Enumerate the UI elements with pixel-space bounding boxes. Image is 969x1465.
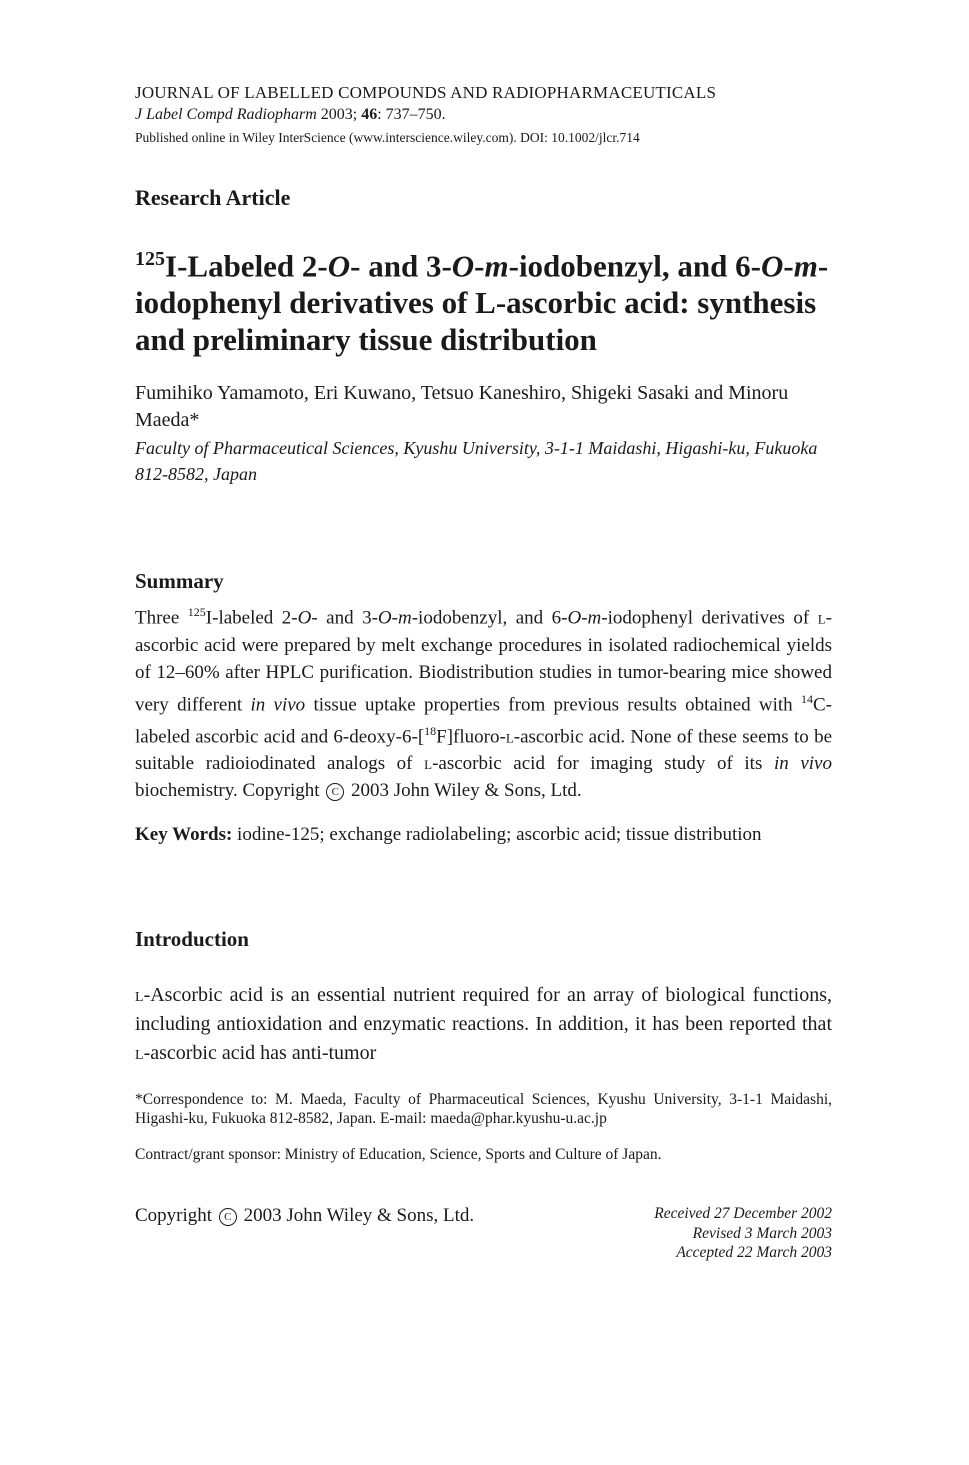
copyright-symbol-icon: C	[326, 783, 344, 801]
title-italic: O	[451, 248, 475, 284]
summary-text: 2003 John Wiley & Sons, Ltd.	[346, 780, 582, 802]
keywords-label: Key Words:	[135, 824, 233, 846]
summary-heading: Summary	[135, 569, 224, 594]
title-part: -	[783, 248, 794, 284]
journal-citation	[135, 104, 832, 126]
copyright-text: Copyright	[135, 1205, 217, 1227]
article-type: Research Article	[135, 185, 291, 210]
summary-paragraph	[135, 599, 832, 804]
introduction-heading: Introduction	[135, 927, 249, 952]
received-date: Received 27 December 2002	[654, 1205, 832, 1223]
title-italic: O	[760, 248, 784, 284]
affiliation: Faculty of Pharmaceutical Sciences, Kyushu University, 3-1-1 Maidashi, Higashi-ku, Fukuoka 812-8582, Japan	[135, 438, 818, 485]
summary-italic: in vivo	[773, 753, 832, 775]
article-dates	[654, 1204, 832, 1263]
journal-name: JOURNAL OF LABELLED COMPOUNDS AND RADIOPHARMACEUTICALS	[135, 83, 717, 102]
summary-text: -	[581, 607, 588, 629]
summary-sup: 125	[187, 605, 206, 620]
summary-italic: m	[587, 607, 602, 629]
grant-footnote: Contract/grant sponsor: Ministry of Education, Science, Sports and Culture of Japan.	[135, 1146, 662, 1164]
summary-text: -ascorbic acid. None of these seems to be suitable radioiodinated analogs of	[135, 726, 833, 775]
citation-journal: J Label Compd Radiopharm	[135, 106, 317, 123]
summary-smallcaps: l	[817, 607, 826, 629]
copyright-text: 2003 John Wiley & Sons, Ltd.	[238, 1205, 475, 1227]
title-sup: 125	[135, 248, 165, 270]
intro-text: -ascorbic acid has anti-tumor	[143, 1042, 377, 1065]
accepted-date: Accepted 22 March 2003	[676, 1244, 832, 1262]
author-list: Fumihiko Yamamoto, Eri Kuwano, Tetsuo Kaneshiro, Shigeki Sasaki and Minoru Maeda*	[135, 382, 789, 432]
intro-text: -Ascorbic acid is an essential nutrient required for an array of biological functions, including antioxidation and enzymatic reactions. In addition, it has been reported that	[135, 984, 832, 1036]
summary-text: C-labeled ascorbic acid and 6-deoxy-6-[	[135, 693, 832, 748]
summary-text: -	[391, 607, 398, 629]
summary-text: - and 3-	[311, 607, 378, 629]
published-online-note: Published online in Wiley InterScience (www.interscience.wiley.com). DOI: 10.1002/jlcr.714	[135, 130, 640, 145]
revised-date: Revised 3 March 2003	[692, 1224, 832, 1242]
title-italic: m	[793, 248, 818, 284]
summary-italic: m	[397, 607, 412, 629]
title-part: -iodophenyl derivatives of L-ascorbic acid: synthesis and preliminary tissue distribution	[135, 248, 829, 358]
summary-sup: 18	[424, 723, 437, 738]
summary-text: Three	[135, 607, 188, 629]
correspondence-footnote: *Correspondence to: M. Maeda, Faculty of Pharmaceutical Sciences, Kyushu University, 3-1-1 Maidashi, Higashi-ku, Fukuoka 812-8582, Japan. E-mail: maeda@phar.kyushu-u.ac.jp	[135, 1091, 832, 1128]
summary-italic: O	[297, 607, 312, 629]
keywords-text: iodine-125; exchange radiolabeling; ascorbic acid; tissue distribution	[232, 824, 762, 846]
title-part: -iodobenzyl, and 6-	[508, 248, 761, 284]
article-title	[135, 241, 832, 358]
summary-text: -ascorbic acid were prepared by melt exchange procedures in isolated radiochemical yields of 12–60% after HPLC purification. Biodistribution studies in tumor-bearing mice showed very different	[135, 607, 832, 715]
summary-italic: in vivo	[250, 693, 306, 715]
keywords	[135, 821, 832, 848]
citation-volume: 46	[361, 106, 378, 123]
page-footer	[135, 1204, 832, 1263]
summary-text: -iodophenyl derivatives of	[601, 607, 818, 629]
article-page	[135, 82, 832, 1263]
title-part: - and 3-	[350, 248, 452, 284]
summary-sup: 14	[801, 691, 813, 706]
title-part: -	[474, 248, 485, 284]
copyright-symbol-icon: C	[219, 1208, 237, 1226]
summary-smallcaps: l	[424, 753, 433, 775]
citation-pages: : 737–750.	[377, 106, 446, 123]
footer-copyright	[135, 1204, 474, 1263]
summary-text: -ascorbic acid for imaging study of its	[432, 753, 774, 775]
intro-smallcaps: l	[135, 1042, 144, 1065]
summary-italic: O	[567, 607, 582, 629]
intro-smallcaps: l	[135, 984, 144, 1007]
summary-text: biochemistry. Copyright	[135, 780, 325, 802]
summary-smallcaps: l	[505, 726, 514, 748]
summary-italic: O	[377, 607, 392, 629]
title-part: I-Labeled 2-	[165, 248, 328, 284]
citation-year: 2003;	[320, 106, 358, 123]
title-italic: m	[484, 248, 509, 284]
summary-text: F]fluoro-	[436, 726, 506, 748]
title-italic: O	[327, 248, 351, 284]
summary-text: I-labeled 2-	[205, 607, 298, 629]
introduction-paragraph	[135, 981, 832, 1068]
summary-text: -iodobenzyl, and 6-	[411, 607, 568, 629]
summary-text: tissue uptake properties from previous results obtained with	[305, 693, 801, 715]
